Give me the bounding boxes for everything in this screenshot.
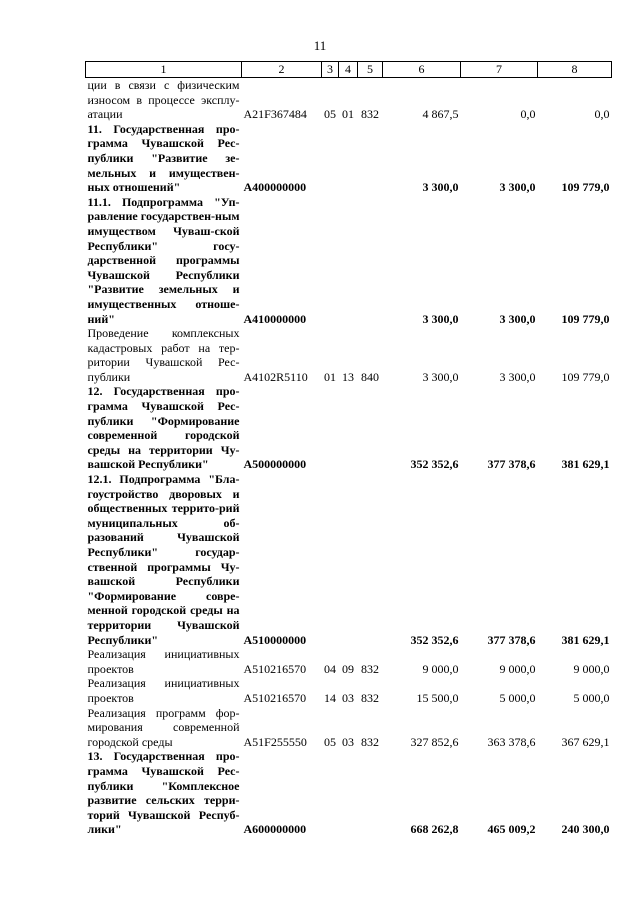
expense-type-code [358,749,383,837]
table-row [86,78,612,122]
subsection-code: 03 [342,734,354,749]
section-code: 14 [324,690,336,705]
page-number: 11 [313,38,327,53]
amount-col-8: 109 779,0 [561,180,610,195]
subsection-code [339,472,358,647]
target-article-code: А410000000 [243,311,307,326]
subsection-code [339,195,358,326]
expense-type-code: 832 [361,107,379,122]
amount-col-8: 109 779,0 [561,369,610,384]
amount-col-8: 5 000,0 [573,690,610,705]
subsection-code [339,749,358,837]
table-row [86,706,612,750]
table-row [86,122,612,195]
table-row [86,472,612,647]
amount-col-8: 381 629,1 [561,457,610,472]
expense-type-code: 832 [361,734,379,749]
amount-col-8: 367 629,1 [561,734,610,749]
row-name-cell: 12. Государственная про-грамма Чувашской Рес-публики "Формирование современной городской среды на территории Чу-вашской Республики" [87,384,240,472]
expense-type-code [358,195,383,326]
table-row [86,195,612,326]
row-name-cell: 12.1. Подпрограмма "Бла-гоустройство дворовых и общественных террито-рий муниципальных об-разований Чувашской Республики" государ-ственной программы Чу-вашской Республики "Формирование совре-менной городской среды на территории Чувашской Республики" [87,472,240,647]
amount-col-6: 327 852,6 [410,734,459,749]
amount-col-7: 5 000,0 [499,690,536,705]
column-header-7: 7 [461,62,538,78]
amount-col-6: 4 867,5 [422,107,459,122]
subsection-code: 09 [342,661,354,676]
subsection-code: 03 [342,690,354,705]
section-code: 04 [324,661,336,676]
section-code: 05 [324,107,336,122]
budget-table [85,61,612,837]
row-name-cell: Реализация программ фор-мирования современной городской среды [87,705,240,749]
row-name-cell: 11.1. Подпрограмма "Уп-равление государствен-ным имуществом Чуваш-ской Республики" госу-дарственной программы Чувашской Республики "Развитие земельных и имущественных отноше-ний" [87,194,240,326]
amount-col-7: 377 378,6 [487,457,536,472]
amount-col-7: 9 000,0 [499,661,536,676]
section-code: 01 [324,369,336,384]
target-article-code: А510216570 [243,690,307,705]
amount-col-6: 352 352,6 [410,632,459,647]
section-code [322,749,339,837]
column-header-5: 5 [358,62,383,78]
amount-col-7: 377 378,6 [487,632,536,647]
expense-type-code [358,472,383,647]
row-name-cell: 11. Государственная про-грамма Чувашской Рес-публики "Развитие зе-мельных и имуществен-ных отношений" [87,121,240,195]
target-article-code: А510216570 [243,661,307,676]
row-name-cell: ции в связи с физическим износом в процессе эксплу-атации [87,78,240,122]
amount-col-7: 465 009,2 [487,822,536,837]
amount-col-6: 3 300,0 [422,311,459,326]
target-article-code: А600000000 [243,822,307,837]
amount-col-8: 240 300,0 [561,822,610,837]
column-header-8: 8 [538,62,612,78]
target-article-code: А51F255550 [243,734,307,749]
table-row [86,676,612,705]
amount-col-8: 381 629,1 [561,632,610,647]
section-code [322,472,339,647]
column-header-1: 1 [86,62,242,78]
amount-col-6: 352 352,6 [410,457,459,472]
subsection-code [339,384,358,472]
column-header-2: 2 [242,62,322,78]
subsection-code [339,122,358,195]
section-code [322,122,339,195]
amount-col-6: 3 300,0 [422,180,459,195]
expense-type-code [358,384,383,472]
expense-type-code: 840 [361,369,379,384]
column-header-3: 3 [322,62,339,78]
amount-col-6: 3 300,0 [422,369,459,384]
section-code [322,195,339,326]
target-article-code: А21F367484 [243,107,307,122]
row-name-cell: 13. Государственная про-грамма Чувашской Рес-публики "Комплексное развитие сельских терри-торий Чувашской Респуб-лики" [87,749,240,837]
expense-type-code: 832 [361,690,379,705]
row-name-cell: Проведение комплексных кадастровых работ на тер-ритории Чувашской Рес-публики [87,326,240,384]
row-name-cell: Реализация инициативных проектов [87,676,240,705]
amount-col-7: 3 300,0 [499,369,536,384]
expense-type-code: 832 [361,661,379,676]
table-header-row [86,62,612,78]
column-header-4: 4 [339,62,358,78]
amount-col-7: 363 378,6 [487,734,536,749]
amount-col-6: 15 500,0 [416,690,459,705]
target-article-code: А510000000 [243,632,307,647]
target-article-code: А400000000 [243,180,307,195]
amount-col-6: 9 000,0 [422,661,459,676]
expense-type-code [358,122,383,195]
target-article-code: А4102R5110 [243,369,308,384]
table-row [86,749,612,837]
amount-col-7: 0,0 [520,107,536,122]
section-code [322,384,339,472]
amount-col-8: 9 000,0 [573,661,610,676]
subsection-code: 13 [342,369,354,384]
amount-col-7: 3 300,0 [499,311,536,326]
table-row [86,647,612,676]
target-article-code: А500000000 [243,457,307,472]
table-row [86,384,612,472]
column-header-6: 6 [383,62,461,78]
amount-col-8: 109 779,0 [561,311,610,326]
table-row [86,326,612,384]
subsection-code: 01 [342,107,354,122]
amount-col-6: 668 262,8 [410,822,459,837]
amount-col-7: 3 300,0 [499,180,536,195]
amount-col-8: 0,0 [594,107,610,122]
section-code: 05 [324,734,336,749]
row-name-cell: Реализация инициативных проектов [87,647,240,676]
